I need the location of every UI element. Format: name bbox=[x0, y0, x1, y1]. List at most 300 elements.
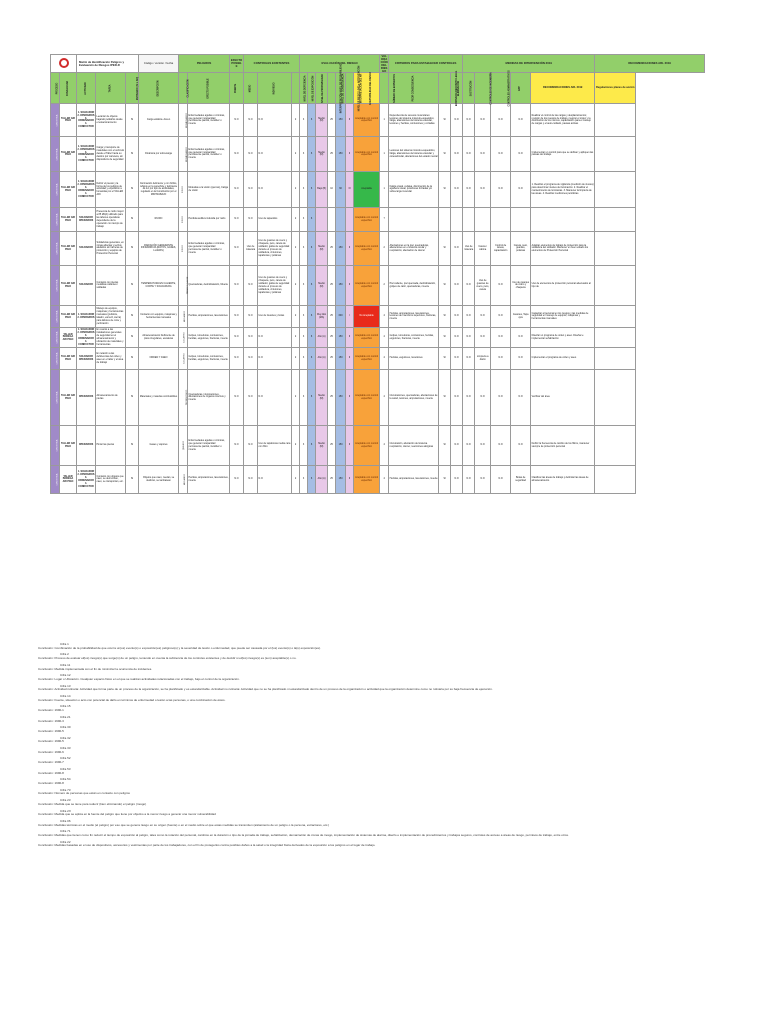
cell-nc: 25 bbox=[328, 370, 336, 426]
note-item bbox=[38, 778, 738, 785]
cell-epp: N.O bbox=[511, 137, 531, 172]
cell-proc bbox=[51, 137, 60, 172]
cell-tarea: Contacto con objetos que caen, se derrumban, caen, se transportan, etc. bbox=[96, 466, 126, 494]
cell-int: II bbox=[346, 466, 354, 494]
cell-efecto: Pérdida auditiva inducida por ruido bbox=[188, 208, 230, 232]
cell-clas bbox=[179, 266, 188, 306]
cell-act: 1. SOLDADOR 2. OPERARIOS 3. ORDENADOR 4. CONDUCTOR bbox=[77, 172, 96, 208]
cell-i: N.O bbox=[258, 466, 292, 494]
note-label: Cifra 21 bbox=[60, 714, 71, 719]
cell-nr: 150 bbox=[336, 426, 346, 466]
note-item bbox=[38, 841, 738, 848]
cell-recom: Realizar el control de las cargas y desplazamientos; revisión de los puestos de trabajo, mejorar el orden y la distribución de los mismos, capacitación para el manejo de cargas y el auto-cuidado, pausas activas bbox=[531, 104, 595, 137]
cell-zona: TALLER BODEGA ARI PIGO bbox=[60, 328, 77, 348]
cell-clas-label: LOCATIVO bbox=[183, 332, 186, 344]
matrix-row bbox=[51, 104, 705, 137]
cell-proc-label: LOGÍSTICA bbox=[55, 148, 58, 161]
cell-act: OPERARIOS bbox=[77, 426, 96, 466]
cell-recom: Uso de elementos de protección personal adecuados al tipo de bbox=[531, 266, 595, 306]
cell-i: Uso de Guantes y botas bbox=[258, 306, 292, 328]
cell-efecto: Golpes, torceduras, contusiones, heridas, esguinces, fracturas, muerte bbox=[188, 348, 230, 370]
column-header bbox=[244, 73, 258, 104]
cell-efecto: Heridas, amputaciones, laceraciones, muerte bbox=[188, 466, 230, 494]
cell-m: Uso de máscara bbox=[244, 232, 258, 266]
cell-sus: N.O bbox=[463, 466, 475, 494]
cell-desc: RUIDO bbox=[139, 208, 179, 232]
column-header-label: INTERPRETACIÓN NIVEL DE PROBABILIDAD bbox=[339, 63, 342, 114]
cell-inp: Alto (A) bbox=[316, 328, 328, 348]
cell-act: 1. SOLDADOR 2. OPERARIOS 3. ORDENADOR 4. CONDUCTOR bbox=[77, 466, 96, 494]
cell-proc bbox=[51, 232, 60, 266]
cell-clas-label: MECÁNICO bbox=[183, 474, 186, 486]
cell-adm: N.O bbox=[491, 426, 511, 466]
cell-epp: N.O bbox=[511, 426, 531, 466]
cell-inp: Muy Alto (MA) bbox=[316, 306, 328, 328]
cell-int: II bbox=[346, 137, 354, 172]
cell-i: N.O bbox=[258, 328, 292, 348]
column-header bbox=[258, 73, 292, 104]
cell-peor bbox=[389, 208, 439, 232]
cell-clas bbox=[179, 328, 188, 348]
note-label: Cifra 52 bbox=[60, 756, 71, 761]
cell-nx: 1 bbox=[380, 104, 389, 137]
cell-nx: 4 bbox=[380, 370, 389, 426]
note-item bbox=[38, 664, 738, 671]
cell-leg: SI bbox=[439, 348, 451, 370]
cell-sus: N.O bbox=[463, 306, 475, 328]
note-label: Cifra 12 bbox=[60, 673, 71, 678]
cell-leg: SI bbox=[439, 466, 451, 494]
cell-ne: 3 bbox=[300, 466, 308, 494]
group-criterios: CRITERIOS PARA ESTABLECER CONTROLES bbox=[389, 55, 463, 73]
cell-proc-label: LOGÍSTICA bbox=[55, 392, 58, 404]
cell-epp: N.O bbox=[511, 348, 531, 370]
cell-np: 6 bbox=[308, 426, 316, 466]
column-header bbox=[77, 73, 96, 104]
column-header-label: NIVEL DE EXPOSICIÓN bbox=[311, 75, 314, 102]
cell-tarea: Pintar las piezas bbox=[96, 426, 126, 466]
note-label: Cifra 11 bbox=[60, 662, 71, 667]
cell-zona: TALLER ARI PIGO bbox=[60, 306, 77, 328]
cell-acep: Aceptable con control específico bbox=[354, 426, 380, 466]
cell-nd: 2 bbox=[292, 104, 300, 137]
cell-acep: Aceptable con control específico bbox=[354, 348, 380, 370]
cell-nx: 2 bbox=[380, 232, 389, 266]
cell-rut: SI bbox=[126, 466, 139, 494]
cell-clas bbox=[179, 466, 188, 494]
cell-ne: 3 bbox=[300, 104, 308, 137]
note-text: Conclusión: Medida implementada con el fin de minimizar la ocurrencia de incidentes. bbox=[38, 666, 153, 671]
note-text: Conclusión: 1990-8 bbox=[38, 780, 64, 785]
cell-nd: 2 bbox=[292, 348, 300, 370]
note-item bbox=[38, 810, 738, 817]
cell-nx: 4 bbox=[380, 466, 389, 494]
cell-efecto: Heridas, amputaciones, laceraciones bbox=[188, 306, 230, 328]
group-efecto: EFECTO POSIBLE bbox=[230, 55, 244, 73]
cell-leg: SI bbox=[439, 172, 451, 208]
cell-acep: Aceptable con control específico bbox=[354, 137, 380, 172]
note-text: Conclusión: 1990-7 bbox=[38, 760, 64, 765]
cell-np: 6 bbox=[308, 232, 316, 266]
cell-proc bbox=[51, 266, 60, 306]
cell-leg: SI bbox=[439, 266, 451, 306]
cell-inp: Medio (M) bbox=[316, 104, 328, 137]
cell-nr: 600 bbox=[336, 306, 346, 328]
cell-nr: 150 bbox=[336, 466, 346, 494]
cell-desc: ORDEN Y ASEO bbox=[139, 348, 179, 370]
cell-m: N.O bbox=[244, 348, 258, 370]
cell-tarea: Levantar de objetos bajando peldaños desde el estacionamiento bbox=[96, 104, 126, 137]
cell-adm: N.O bbox=[491, 172, 511, 208]
cell-act: SOLDADOR OPERARIOS bbox=[77, 208, 96, 232]
column-header-label: ACTIVIDAD bbox=[84, 82, 87, 95]
cell-adm: N.O bbox=[491, 306, 511, 328]
column-header-label: DESCRIPCIÓN bbox=[157, 80, 160, 97]
column-header-label: NIVEL DE RIESGO (NR) e INTERVENCIÓN bbox=[357, 65, 360, 112]
cell-recom: Diseñar un programa de orden y aseo. Diseñar e implementar señalización bbox=[531, 328, 595, 348]
cell-ing: N.O bbox=[475, 104, 491, 137]
note-label: Cifra 54 bbox=[60, 777, 71, 782]
cell-f: N.O bbox=[230, 348, 244, 370]
note-text: Conclusión: 1990-5 bbox=[38, 728, 64, 733]
cell-leg: SI bbox=[439, 426, 451, 466]
cell-f: N.O bbox=[230, 328, 244, 348]
cell-desc: Gases y vapores bbox=[139, 426, 179, 466]
note-text: Conclusión: Combinación de la probabilidad de que ocurra un(os) evento(s) o exposición(es) peligroso(s) y la severidad de lesión o enfermedad, que puede ser causada por el (los) evento(s) o la(s) exposición(es). bbox=[38, 645, 321, 650]
cell-proc bbox=[51, 208, 60, 232]
cell-efecto: Enfermedades agudas o crónicas, que generan incapacidad permanente parcial, invalidez o muerte bbox=[188, 426, 230, 466]
cell-i: Uso de guantes de cuero y chaqueta, peto, careta de soldador, gafas de seguridad durante el proceso de soldadura, cinturones, tapabocas y polainas bbox=[258, 232, 292, 266]
cell-desc: Carga estática. Ascen bbox=[139, 104, 179, 137]
matrix-row bbox=[51, 348, 705, 370]
cell-sus: N.O bbox=[463, 370, 475, 426]
cell-clas bbox=[179, 370, 188, 426]
cell-leg bbox=[439, 208, 451, 232]
cell-nc: 25 bbox=[328, 232, 336, 266]
column-header-row bbox=[51, 73, 705, 104]
cell-ne: 3 bbox=[300, 137, 308, 172]
cell-acep: Aceptable con control específico bbox=[354, 266, 380, 306]
cell-m: N.O bbox=[244, 306, 258, 328]
cell-ne: 3 bbox=[300, 208, 308, 232]
note-label: Cifra 06 bbox=[60, 818, 71, 823]
column-header bbox=[463, 73, 475, 104]
cell-nx: 4 bbox=[380, 328, 389, 348]
cell-rut: SI bbox=[126, 172, 139, 208]
cell-clas-label: BIOMECÁNICO bbox=[185, 113, 188, 128]
cell-nr: 150 bbox=[336, 137, 346, 172]
cell-proc-label: LOGÍSTICA bbox=[55, 353, 58, 365]
cell-zona: TALLER ARI PIGO bbox=[60, 426, 77, 466]
cell-proc bbox=[51, 172, 60, 208]
cell-leg: SI bbox=[439, 328, 451, 348]
cell-leg: SI bbox=[439, 370, 451, 426]
cell-recom: Adaptar elementos de trabajo de protección para la soldadura del soldador. Mantener en buen estado los elementos de Protección Personal bbox=[531, 232, 595, 266]
cell-act: 1. SOLDADOR 2. OPERARIOS 3. ORDENADOR 4. CONDUCTOR bbox=[77, 104, 96, 137]
cell-nc: 25 bbox=[328, 137, 336, 172]
cell-inp: Medio (M) bbox=[316, 426, 328, 466]
cell-clas-label: FÍSICO bbox=[181, 186, 184, 194]
cell-eli: N.O bbox=[451, 232, 463, 266]
cell-rut: SI bbox=[126, 328, 139, 348]
cell-nc: 25 bbox=[328, 306, 336, 328]
cell-peor: Lesiones del sistema músculo-esquelético, fatiga, alteraciones del sistema vascular y osteoarticular, alteraciones del estado mental bbox=[389, 137, 439, 172]
cell-np: 6 bbox=[308, 208, 316, 232]
note-label: Cifra 53 bbox=[60, 766, 71, 771]
cell-nc: 25 bbox=[328, 328, 336, 348]
cell-adm: N.O bbox=[491, 137, 511, 172]
cell-np: 6 bbox=[308, 348, 316, 370]
cell-regulaciones bbox=[595, 172, 636, 208]
matrix-row bbox=[51, 208, 705, 232]
cell-ne: 3 bbox=[300, 172, 308, 208]
cell-leg: SI bbox=[439, 137, 451, 172]
cell-int: II bbox=[346, 328, 354, 348]
cell-regulaciones bbox=[595, 466, 636, 494]
definitions-notes bbox=[38, 643, 738, 851]
cell-regulaciones bbox=[595, 266, 636, 306]
note-text: Conclusión: 1990-8 bbox=[38, 770, 64, 775]
cell-ne: 3 bbox=[300, 232, 308, 266]
cell-rut: SI bbox=[126, 208, 139, 232]
matrix-body bbox=[51, 104, 705, 494]
cell-eli: N.O bbox=[451, 266, 463, 306]
cell-eli: N.O bbox=[451, 137, 463, 172]
matrix-row bbox=[51, 466, 705, 494]
cell-nx: 4 bbox=[380, 348, 389, 370]
column-header-label: SUSTITUCIÓN bbox=[470, 80, 473, 97]
cell-epp: Careta, peto, guantes, polainas bbox=[511, 232, 531, 266]
matrix-row bbox=[51, 232, 705, 266]
column-header bbox=[60, 73, 77, 104]
note-item bbox=[38, 799, 738, 806]
cell-i: N.O bbox=[258, 172, 292, 208]
note-label: Cifra 73 bbox=[60, 787, 71, 792]
cell-clas-label: QUÍMICO bbox=[182, 441, 185, 451]
note-text: Conclusión: 1990-6 bbox=[38, 749, 64, 754]
note-label: Cifra 32 bbox=[60, 735, 71, 740]
iper-matrix-sheet bbox=[50, 54, 705, 494]
cell-i: Uso de tapabocas media cara con filtro bbox=[258, 426, 292, 466]
cell-inp: Medio (M) bbox=[316, 266, 328, 306]
cell-desc: Contacto con equipos, máquinas y herramientas manuales bbox=[139, 306, 179, 328]
note-item bbox=[38, 789, 738, 796]
cell-inp: Medio (M) bbox=[316, 232, 328, 266]
cell-act: SOLDADOR bbox=[77, 232, 96, 266]
note-text: Conclusión: Medidas técnicas en el medio (el peligro) por eso que se genera riesgo en su origen (fuente) o en el medio sobre el que estas medidas se transmiten (aislamiento de un peligro o la persona, extractores, etc.) bbox=[38, 822, 330, 827]
cell-proc-label: LOGÍSTICA bbox=[55, 332, 58, 344]
note-label: Cifra 1 bbox=[60, 642, 69, 646]
cell-nr: 60 bbox=[336, 172, 346, 208]
cell-efecto: Golpes, torceduras, contusiones, heridas, esguinces, fracturas, muerte bbox=[188, 328, 230, 348]
cell-nc: 25 bbox=[328, 426, 336, 466]
cell-inp: Alto (A) bbox=[316, 348, 328, 370]
company-logo bbox=[59, 58, 69, 68]
group-recomendaciones: RECOMENDACIONES ARL 2019 bbox=[595, 55, 705, 73]
cell-epp: Guantes, Tapa ojos bbox=[511, 306, 531, 328]
cell-zona: TALLER BODEGA ARI PIGO bbox=[60, 466, 77, 494]
cell-zona: TALLER ARI PIGO bbox=[60, 232, 77, 266]
matrix-row bbox=[51, 306, 705, 328]
cell-sus: N.O bbox=[463, 104, 475, 137]
column-header bbox=[126, 73, 139, 104]
note-text: Conclusión: Proceso de evaluar el(los) riesgo(s) que surge(n) de un peligro, teniendo en cuenta la suficiencia de los controles existentes y de decidir si el(los) riesgo(s) es (son) aceptable(s) o no. bbox=[38, 656, 297, 661]
cell-nx: 1 bbox=[380, 172, 389, 208]
column-header-label: EPP bbox=[519, 86, 522, 91]
cell-peor: Intoxicaciones, quemaduras, afectaciones de la salud, lesiones, amputaciones, muerte bbox=[389, 370, 439, 426]
matrix-row bbox=[51, 328, 705, 348]
cell-regulaciones bbox=[595, 137, 636, 172]
cell-proc-label: LOGÍSTICA bbox=[55, 214, 58, 226]
note-label: Cifra 14 bbox=[60, 694, 71, 699]
cell-rut: SI bbox=[126, 232, 139, 266]
group-peligros: PELIGROS bbox=[179, 55, 230, 73]
cell-adm: N.O bbox=[491, 266, 511, 306]
note-text: Conclusión: Lugar o Ubicación. Cualquier espacio físico en el que se realizan actividades relacionadas con el trabajo, bajo el control de la organización. bbox=[38, 676, 240, 681]
column-header-label: CONTROLES ADMINISTRATIVOS bbox=[508, 70, 511, 107]
cell-int: II bbox=[346, 348, 354, 370]
cell-proc bbox=[51, 466, 60, 494]
cell-np: 6 bbox=[308, 137, 316, 172]
cell-f: N.O bbox=[230, 266, 244, 306]
cell-f: N.O bbox=[230, 137, 244, 172]
matrix-row bbox=[51, 172, 705, 208]
cell-tarea: Carga y transporte de materiales con el vehículo desde el Taller hacia su destino por carretera, sin dispositivos de seguridad bbox=[96, 137, 126, 172]
cell-nd: 2 bbox=[292, 466, 300, 494]
cell-epp: N.O bbox=[511, 172, 531, 208]
column-header bbox=[188, 73, 230, 104]
cell-desc: TEMPERATURA EN CALIENTE, CORTE Y SOLDADURA bbox=[139, 266, 179, 306]
cell-nc bbox=[328, 208, 336, 232]
cell-ing: N.O bbox=[475, 137, 491, 172]
cell-rut: SI bbox=[126, 348, 139, 370]
cell-zona: TALLER ARI PIGO bbox=[60, 370, 77, 426]
cell-zona: TALLER ARI PIGO bbox=[60, 104, 77, 137]
note-text: Conclusión: Medidas basadas en el uso de dispositivos, accesorios y vestimentas por parte de los trabajadores, con el fin de protegerlos contra posibles daños a la salud o la integridad física derivados de la exposición a los peligros en el lugar de trabajo. bbox=[38, 843, 376, 848]
column-header: Regulaciones planes de acción bbox=[595, 73, 636, 104]
cell-efecto: Molestias a la visión (ojeroso), Fatiga de visión bbox=[188, 172, 230, 208]
cell-nd: 2 bbox=[292, 208, 300, 232]
cell-np: 6 bbox=[308, 104, 316, 137]
cell-f: N.O bbox=[230, 466, 244, 494]
note-item bbox=[38, 674, 738, 681]
note-item bbox=[38, 737, 738, 744]
cell-acep: Aceptable con control específico bbox=[354, 232, 380, 266]
column-header bbox=[511, 73, 531, 104]
cell-ing: N.O bbox=[475, 466, 491, 494]
cell-epp: N.O bbox=[511, 328, 531, 348]
column-header bbox=[491, 70, 511, 107]
note-item bbox=[38, 685, 738, 692]
matrix-title: Matriz de Identificación Peligros y Evaluación de Riesgos IPER-R bbox=[77, 55, 139, 73]
cell-recom: Capacitar al personal en los riesgos y las medidas de seguridad en manejo de equipos, máquinas y herramientas manuales bbox=[531, 306, 595, 328]
cell-sus: N.O bbox=[463, 172, 475, 208]
cell-desc: Materiales y materias combustibles bbox=[139, 370, 179, 426]
cell-m: N.O bbox=[244, 208, 258, 232]
cell-clas bbox=[179, 172, 188, 208]
cell-proc bbox=[51, 328, 60, 348]
cell-sus: N.O bbox=[463, 426, 475, 466]
note-text: Conclusión: Actividad rutinaria: Actividad que forma parte de un proceso de la organización, se ha planificado y es estandarizable. Actividad no rutinaria: Actividad que no se ha planificado ni estandarizado dentro de un proceso de la organización o actividad que la organización determine como no rutinaria por su baja frecuencia de ejecución. bbox=[38, 687, 493, 692]
cell-nc: 25 bbox=[328, 104, 336, 137]
cell-recom bbox=[531, 208, 595, 232]
note-label: Cifra 22 bbox=[60, 839, 71, 844]
cell-m: N.O bbox=[244, 137, 258, 172]
cell-ing: N.O bbox=[475, 328, 491, 348]
cell-adm: Control de tareas, capacitación bbox=[491, 232, 511, 266]
cell-tarea: En cuanto a las instalaciones generales de seguridad en el almacenamiento y ubicación de materiales y herramientas bbox=[96, 328, 126, 348]
cell-peor: Fatiga visual, cefalea, disminución de la agudeza visual, posiciones forzadas y/o sobrecarga muscular bbox=[389, 172, 439, 208]
cell-epp: N.O bbox=[511, 370, 531, 426]
cell-nx: 1 bbox=[380, 137, 389, 172]
column-header-label: NIVEL DE PROBABILIDAD bbox=[321, 74, 324, 103]
cell-adm bbox=[491, 208, 511, 232]
cell-m: N.O bbox=[244, 104, 258, 137]
note-item bbox=[38, 705, 738, 712]
cell-peor: Dependencia de sucesos musculares: lesiones del sistema músculo-esquelético, fatiga, alteraciones del sistema vascular, lesiones y heridas, contusiones y cortadas bbox=[389, 104, 439, 137]
cell-tarea: Contacto con piezas metálicas calientes / soldadas bbox=[96, 266, 126, 306]
cell-clas bbox=[179, 348, 188, 370]
matrix-row bbox=[51, 266, 705, 306]
cell-nr: 150 bbox=[336, 266, 346, 306]
note-item bbox=[38, 716, 738, 723]
cell-recom: Definir la frecuencia de cambio de los filtros, mantener siempre de protección personal bbox=[531, 426, 595, 466]
cell-ne: 3 bbox=[300, 348, 308, 370]
cell-f: N.O bbox=[230, 426, 244, 466]
cell-acep: Aceptable bbox=[354, 172, 380, 208]
cell-peor: Heridas, amputaciones, laceraciones, lesiones de miembros superiores, fracturas, muerte bbox=[389, 306, 439, 328]
cell-np: 6 bbox=[308, 328, 316, 348]
cell-np: 6 bbox=[308, 370, 316, 426]
note-text: Conclusión: Medida que se tiene para reducir (bien eliminando) el peligro (riesgo) bbox=[38, 801, 147, 806]
cell-act: SOLDADOR bbox=[77, 266, 96, 306]
column-header-label: ZONA/LUGAR bbox=[66, 80, 69, 97]
cell-np: 6 bbox=[308, 306, 316, 328]
column-header bbox=[439, 70, 458, 107]
cell-leg: SI bbox=[439, 232, 451, 266]
cell-inp: Alto (A) bbox=[316, 466, 328, 494]
group-valoracion: VALORACIÓN DEL RIESGO bbox=[380, 54, 388, 73]
column-header-label: ACEPTABILIDAD DEL RIESGO bbox=[369, 71, 372, 106]
column-header-label: PROCESO bbox=[55, 82, 58, 95]
column-header bbox=[475, 73, 491, 104]
cell-recom: Verificar del área bbox=[531, 370, 595, 426]
cell-act: 1. SOLDADOR 2. OPERARIOS 3. ORDENADOR 4. CONDUCTOR bbox=[77, 137, 96, 172]
matrix-row bbox=[51, 137, 705, 172]
cell-tarea: En relación a las deficiencias del orden y aseo en el taller y el área de trabajo bbox=[96, 348, 126, 370]
column-header-label: TAREA bbox=[109, 84, 112, 93]
cell-eli: N.O bbox=[451, 426, 463, 466]
cell-eli: N.O bbox=[451, 172, 463, 208]
cell-peor: Heridas, esguinces, luxaciones bbox=[389, 348, 439, 370]
cell-tarea: Soldaduras generales, en zonas abiertas y techos aledaños sin barreras de protección y equipos de Protección Personal bbox=[96, 232, 126, 266]
cell-sus: Uso de máscara bbox=[463, 232, 475, 266]
note-text: Conclusión: 1990-3 bbox=[38, 718, 64, 723]
cell-ing: Limpieza a diario bbox=[475, 348, 491, 370]
cell-f: N.O bbox=[230, 232, 244, 266]
cell-inp: Bajo (B) bbox=[316, 172, 328, 208]
cell-clas-label: BIOMECÁNICO bbox=[185, 147, 188, 162]
cell-acep: Aceptable con control específico bbox=[354, 370, 380, 426]
cell-proc-label: LOGÍSTICA bbox=[55, 114, 58, 127]
cell-nd: 2 bbox=[292, 172, 300, 208]
cell-ing: N.O bbox=[475, 306, 491, 328]
cell-nc: 25 bbox=[328, 266, 336, 306]
cell-m: N.O bbox=[244, 172, 258, 208]
cell-act: 1. SOLDADOR 2. OPERARIOS bbox=[77, 306, 96, 328]
cell-proc-label: LOGÍSTICA bbox=[55, 474, 58, 486]
column-header bbox=[230, 73, 244, 104]
